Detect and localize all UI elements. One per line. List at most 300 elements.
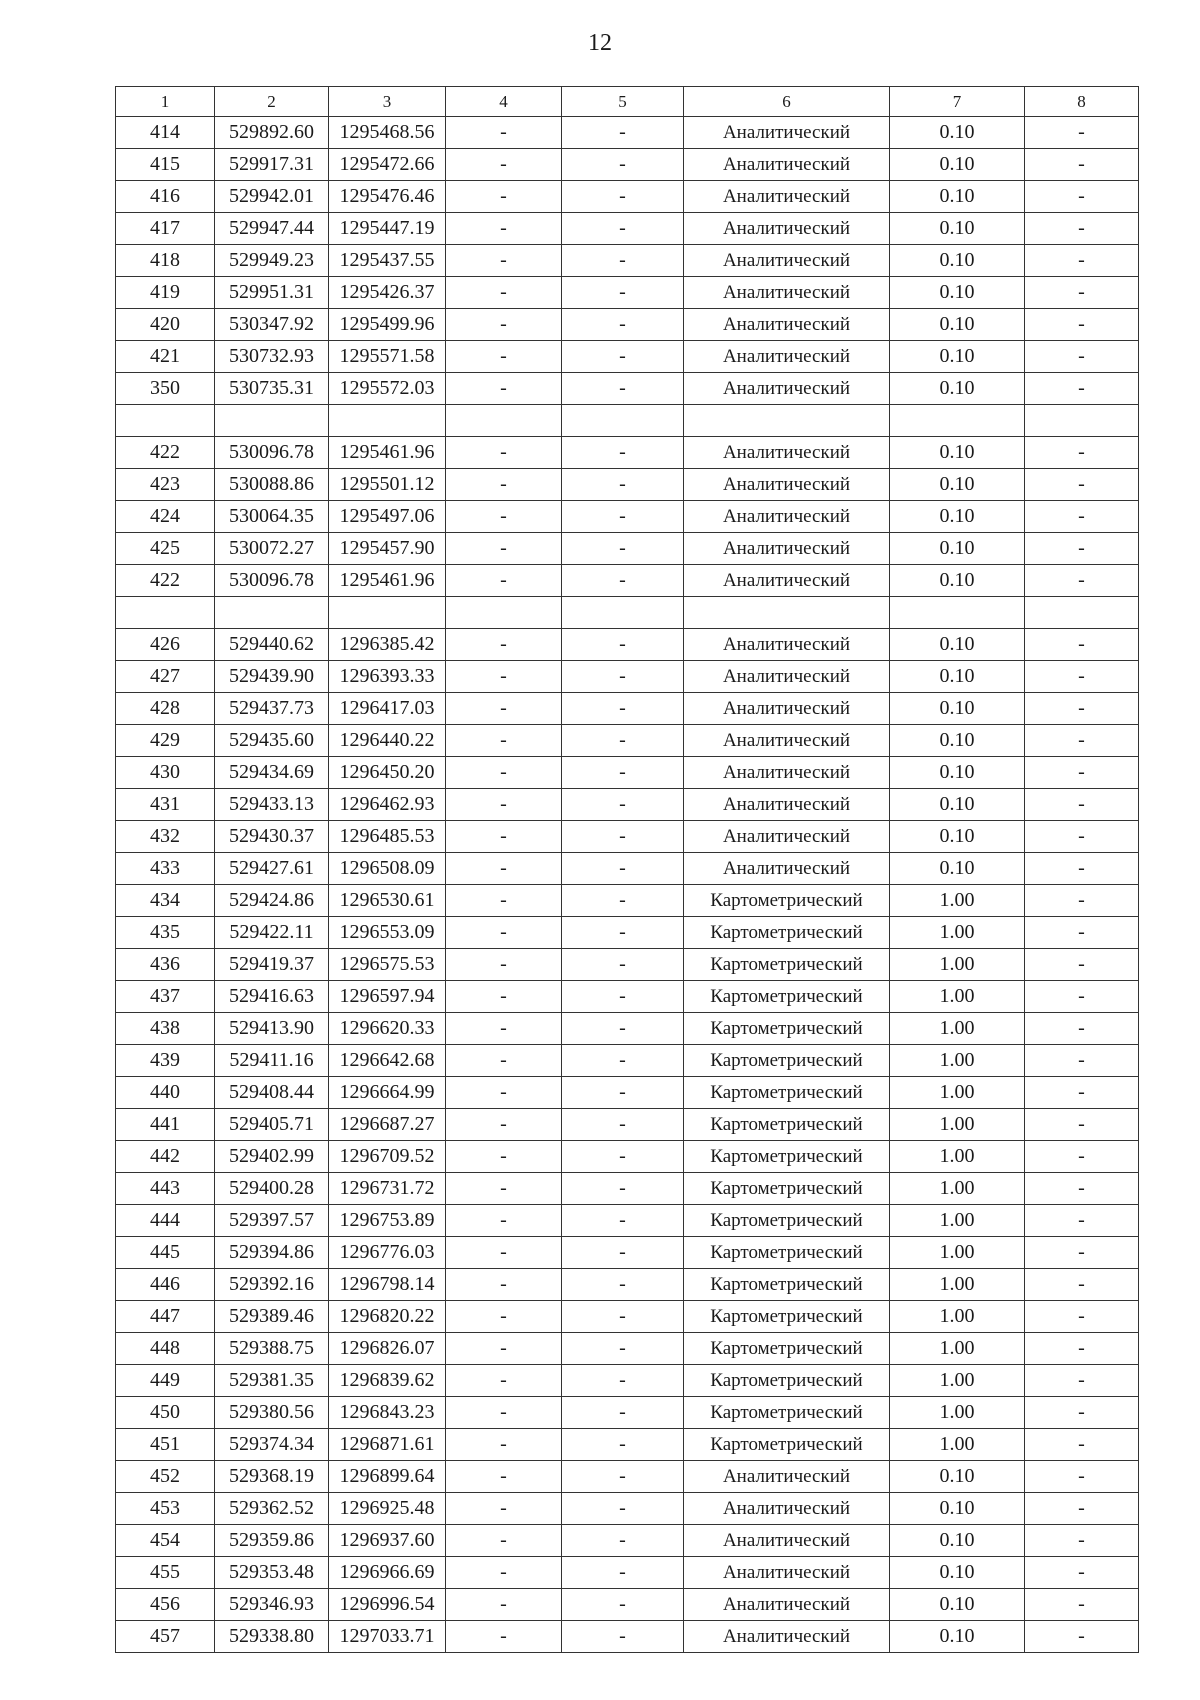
column-8-cell: - (1025, 213, 1139, 245)
x-coordinate-cell: 529408.44 (215, 1077, 329, 1109)
column-4-cell: - (446, 693, 562, 725)
column-8-cell: - (1025, 1077, 1139, 1109)
column-header: 1 (116, 87, 215, 117)
accuracy-cell: 1.00 (890, 949, 1025, 981)
column-4-cell: - (446, 1365, 562, 1397)
table-row (116, 117, 1139, 149)
column-4-cell: - (446, 821, 562, 853)
table-row (116, 341, 1139, 373)
y-coordinate-cell: 1296996.54 (329, 1589, 446, 1621)
column-4-cell: - (446, 789, 562, 821)
column-8-cell: - (1025, 1557, 1139, 1589)
column-4-cell: - (446, 309, 562, 341)
column-5-cell: - (562, 1397, 684, 1429)
column-8-cell: - (1025, 245, 1139, 277)
column-8-cell: - (1025, 629, 1139, 661)
method-cell: Аналитический (684, 565, 890, 597)
column-4-cell (446, 597, 562, 629)
x-coordinate-cell (215, 597, 329, 629)
accuracy-cell (890, 597, 1025, 629)
table-row (116, 789, 1139, 821)
y-coordinate-cell: 1295472.66 (329, 149, 446, 181)
x-coordinate-cell: 529422.11 (215, 917, 329, 949)
x-coordinate-cell: 529359.86 (215, 1525, 329, 1557)
x-coordinate-cell: 529397.57 (215, 1205, 329, 1237)
y-coordinate-cell: 1296925.48 (329, 1493, 446, 1525)
column-5-cell: - (562, 1429, 684, 1461)
accuracy-cell: 1.00 (890, 981, 1025, 1013)
column-4-cell: - (446, 629, 562, 661)
column-5-cell: - (562, 1621, 684, 1653)
y-coordinate-cell: 1295499.96 (329, 309, 446, 341)
column-4-cell: - (446, 1269, 562, 1301)
column-5-cell: - (562, 341, 684, 373)
x-coordinate-cell: 529394.86 (215, 1237, 329, 1269)
column-4-cell: - (446, 117, 562, 149)
x-coordinate-cell: 529424.86 (215, 885, 329, 917)
x-coordinate-cell: 529427.61 (215, 853, 329, 885)
table-row (116, 373, 1139, 405)
y-coordinate-cell: 1296966.69 (329, 1557, 446, 1589)
column-4-cell: - (446, 181, 562, 213)
y-coordinate-cell: 1296664.99 (329, 1077, 446, 1109)
column-5-cell: - (562, 757, 684, 789)
column-8-cell: - (1025, 1269, 1139, 1301)
column-5-cell: - (562, 981, 684, 1013)
method-cell: Картометрический (684, 1333, 890, 1365)
column-4-cell: - (446, 277, 562, 309)
method-cell: Аналитический (684, 501, 890, 533)
y-coordinate-cell: 1296899.64 (329, 1461, 446, 1493)
x-coordinate-cell: 529362.52 (215, 1493, 329, 1525)
column-header: 7 (890, 87, 1025, 117)
point-number-cell: 430 (116, 757, 215, 789)
accuracy-cell: 0.10 (890, 245, 1025, 277)
column-8-cell: - (1025, 1173, 1139, 1205)
accuracy-cell: 0.10 (890, 501, 1025, 533)
method-cell: Аналитический (684, 693, 890, 725)
column-5-cell: - (562, 885, 684, 917)
column-4-cell: - (446, 1557, 562, 1589)
column-8-cell: - (1025, 341, 1139, 373)
column-8-cell: - (1025, 437, 1139, 469)
accuracy-cell: 1.00 (890, 1333, 1025, 1365)
table-row (116, 661, 1139, 693)
column-8-cell (1025, 597, 1139, 629)
point-number-cell (116, 405, 215, 437)
point-number-cell: 424 (116, 501, 215, 533)
column-8-cell: - (1025, 1461, 1139, 1493)
x-coordinate-cell: 529411.16 (215, 1045, 329, 1077)
accuracy-cell: 0.10 (890, 661, 1025, 693)
column-4-cell: - (446, 1429, 562, 1461)
accuracy-cell: 0.10 (890, 1525, 1025, 1557)
x-coordinate-cell: 530072.27 (215, 533, 329, 565)
coordinates-table (115, 86, 1139, 1653)
y-coordinate-cell: 1295572.03 (329, 373, 446, 405)
y-coordinate-cell: 1295437.55 (329, 245, 446, 277)
column-5-cell: - (562, 789, 684, 821)
table-row (116, 757, 1139, 789)
column-8-cell: - (1025, 1013, 1139, 1045)
x-coordinate-cell: 530735.31 (215, 373, 329, 405)
method-cell: Аналитический (684, 629, 890, 661)
table-row (116, 1045, 1139, 1077)
y-coordinate-cell: 1296508.09 (329, 853, 446, 885)
accuracy-cell: 0.10 (890, 341, 1025, 373)
point-number-cell: 437 (116, 981, 215, 1013)
y-coordinate-cell: 1296597.94 (329, 981, 446, 1013)
column-8-cell: - (1025, 533, 1139, 565)
x-coordinate-cell: 530064.35 (215, 501, 329, 533)
column-4-cell: - (446, 949, 562, 981)
column-4-cell: - (446, 341, 562, 373)
column-8-cell: - (1025, 693, 1139, 725)
y-coordinate-cell: 1296575.53 (329, 949, 446, 981)
column-5-cell: - (562, 1205, 684, 1237)
column-5-cell: - (562, 1301, 684, 1333)
method-cell: Аналитический (684, 117, 890, 149)
y-coordinate-cell: 1296385.42 (329, 629, 446, 661)
point-number-cell: 438 (116, 1013, 215, 1045)
column-4-cell: - (446, 501, 562, 533)
y-coordinate-cell: 1296530.61 (329, 885, 446, 917)
column-5-cell: - (562, 501, 684, 533)
method-cell: Картометрический (684, 1077, 890, 1109)
column-8-cell: - (1025, 1109, 1139, 1141)
x-coordinate-cell: 529392.16 (215, 1269, 329, 1301)
x-coordinate-cell: 529402.99 (215, 1141, 329, 1173)
point-number-cell: 417 (116, 213, 215, 245)
point-number-cell: 415 (116, 149, 215, 181)
table-row (116, 693, 1139, 725)
accuracy-cell: 0.10 (890, 1493, 1025, 1525)
column-8-cell: - (1025, 277, 1139, 309)
table-row (116, 437, 1139, 469)
column-8-cell: - (1025, 1365, 1139, 1397)
column-5-cell: - (562, 661, 684, 693)
column-5-cell: - (562, 1141, 684, 1173)
point-number-cell: 439 (116, 1045, 215, 1077)
column-5-cell: - (562, 1365, 684, 1397)
y-coordinate-cell: 1295457.90 (329, 533, 446, 565)
accuracy-cell: 1.00 (890, 1397, 1025, 1429)
method-cell: Картометрический (684, 1429, 890, 1461)
column-5-cell: - (562, 1013, 684, 1045)
method-cell: Аналитический (684, 149, 890, 181)
point-number-cell: 454 (116, 1525, 215, 1557)
method-cell: Аналитический (684, 533, 890, 565)
method-cell: Аналитический (684, 1557, 890, 1589)
y-coordinate-cell: 1296417.03 (329, 693, 446, 725)
column-8-cell: - (1025, 821, 1139, 853)
column-8-cell: - (1025, 661, 1139, 693)
accuracy-cell: 0.10 (890, 629, 1025, 661)
table-row (116, 309, 1139, 341)
table-body (116, 87, 1139, 1653)
column-4-cell: - (446, 1045, 562, 1077)
x-coordinate-cell: 530732.93 (215, 341, 329, 373)
method-cell: Картометрический (684, 1045, 890, 1077)
x-coordinate-cell: 529346.93 (215, 1589, 329, 1621)
column-5-cell: - (562, 277, 684, 309)
accuracy-cell: 0.10 (890, 1461, 1025, 1493)
y-coordinate-cell: 1296753.89 (329, 1205, 446, 1237)
table-row (116, 1013, 1139, 1045)
x-coordinate-cell: 529942.01 (215, 181, 329, 213)
method-cell: Аналитический (684, 437, 890, 469)
table-row (116, 501, 1139, 533)
x-coordinate-cell: 529338.80 (215, 1621, 329, 1653)
accuracy-cell: 1.00 (890, 917, 1025, 949)
method-cell: Картометрический (684, 1173, 890, 1205)
column-4-cell: - (446, 917, 562, 949)
y-coordinate-cell: 1295426.37 (329, 277, 446, 309)
x-coordinate-cell: 529439.90 (215, 661, 329, 693)
column-8-cell: - (1025, 565, 1139, 597)
column-header: 6 (684, 87, 890, 117)
point-number-cell: 422 (116, 437, 215, 469)
point-number-cell: 455 (116, 1557, 215, 1589)
y-coordinate-cell: 1296440.22 (329, 725, 446, 757)
y-coordinate-cell: 1296731.72 (329, 1173, 446, 1205)
column-8-cell: - (1025, 117, 1139, 149)
x-coordinate-cell: 529353.48 (215, 1557, 329, 1589)
column-4-cell: - (446, 757, 562, 789)
point-number-cell: 442 (116, 1141, 215, 1173)
table-row (116, 1525, 1139, 1557)
point-number-cell: 416 (116, 181, 215, 213)
column-5-cell: - (562, 1493, 684, 1525)
method-cell: Аналитический (684, 725, 890, 757)
column-5-cell: - (562, 917, 684, 949)
point-number-cell: 452 (116, 1461, 215, 1493)
method-cell: Аналитический (684, 213, 890, 245)
y-coordinate-cell: 1296642.68 (329, 1045, 446, 1077)
column-8-cell: - (1025, 1045, 1139, 1077)
method-cell: Аналитический (684, 181, 890, 213)
accuracy-cell: 0.10 (890, 565, 1025, 597)
y-coordinate-cell: 1296393.33 (329, 661, 446, 693)
column-5-cell: - (562, 1333, 684, 1365)
accuracy-cell: 0.10 (890, 789, 1025, 821)
accuracy-cell: 0.10 (890, 821, 1025, 853)
column-8-cell: - (1025, 1301, 1139, 1333)
accuracy-cell: 0.10 (890, 181, 1025, 213)
table-row (116, 1589, 1139, 1621)
point-number-cell: 433 (116, 853, 215, 885)
method-cell (684, 405, 890, 437)
page-number: 12 (588, 30, 612, 56)
table-row (116, 1109, 1139, 1141)
method-cell: Картометрический (684, 1269, 890, 1301)
method-cell: Картометрический (684, 1109, 890, 1141)
method-cell: Картометрический (684, 1141, 890, 1173)
x-coordinate-cell: 529437.73 (215, 693, 329, 725)
method-cell: Аналитический (684, 1461, 890, 1493)
accuracy-cell: 0.10 (890, 1557, 1025, 1589)
column-5-cell: - (562, 213, 684, 245)
point-number-cell: 427 (116, 661, 215, 693)
method-cell: Картометрический (684, 917, 890, 949)
point-number-cell: 457 (116, 1621, 215, 1653)
y-coordinate-cell: 1295468.56 (329, 117, 446, 149)
y-coordinate-cell: 1296839.62 (329, 1365, 446, 1397)
x-coordinate-cell: 529892.60 (215, 117, 329, 149)
table-row (116, 1333, 1139, 1365)
method-cell: Аналитический (684, 245, 890, 277)
accuracy-cell: 1.00 (890, 1173, 1025, 1205)
point-number-cell: 428 (116, 693, 215, 725)
column-8-cell: - (1025, 885, 1139, 917)
column-header: 8 (1025, 87, 1139, 117)
accuracy-cell: 0.10 (890, 213, 1025, 245)
accuracy-cell: 0.10 (890, 117, 1025, 149)
table-row (116, 821, 1139, 853)
table-separator-row (116, 597, 1139, 629)
column-8-cell: - (1025, 373, 1139, 405)
column-5-cell: - (562, 853, 684, 885)
method-cell (684, 597, 890, 629)
x-coordinate-cell: 529951.31 (215, 277, 329, 309)
method-cell: Аналитический (684, 789, 890, 821)
y-coordinate-cell: 1296462.93 (329, 789, 446, 821)
table-row (116, 1461, 1139, 1493)
column-8-cell: - (1025, 1141, 1139, 1173)
x-coordinate-cell (215, 405, 329, 437)
method-cell: Аналитический (684, 469, 890, 501)
column-4-cell: - (446, 981, 562, 1013)
method-cell: Картометрический (684, 949, 890, 981)
y-coordinate-cell: 1295461.96 (329, 565, 446, 597)
point-number-cell: 447 (116, 1301, 215, 1333)
accuracy-cell: 0.10 (890, 853, 1025, 885)
column-8-cell: - (1025, 1525, 1139, 1557)
table-row (116, 1557, 1139, 1589)
column-4-cell (446, 405, 562, 437)
x-coordinate-cell: 529947.44 (215, 213, 329, 245)
x-coordinate-cell: 529917.31 (215, 149, 329, 181)
point-number-cell: 435 (116, 917, 215, 949)
table-row (116, 213, 1139, 245)
table-row (116, 949, 1139, 981)
accuracy-cell: 0.10 (890, 149, 1025, 181)
column-4-cell: - (446, 1077, 562, 1109)
column-5-cell: - (562, 117, 684, 149)
column-4-cell: - (446, 1237, 562, 1269)
point-number-cell: 350 (116, 373, 215, 405)
point-number-cell: 445 (116, 1237, 215, 1269)
table-row (116, 277, 1139, 309)
column-4-cell: - (446, 725, 562, 757)
column-4-cell: - (446, 1493, 562, 1525)
column-4-cell: - (446, 469, 562, 501)
column-5-cell: - (562, 1589, 684, 1621)
table-row (116, 981, 1139, 1013)
column-8-cell: - (1025, 1397, 1139, 1429)
column-4-cell: - (446, 853, 562, 885)
column-5-cell: - (562, 949, 684, 981)
accuracy-cell: 0.10 (890, 533, 1025, 565)
table-row (116, 245, 1139, 277)
column-8-cell: - (1025, 789, 1139, 821)
y-coordinate-cell: 1296820.22 (329, 1301, 446, 1333)
column-8-cell: - (1025, 1333, 1139, 1365)
y-coordinate-cell: 1296553.09 (329, 917, 446, 949)
accuracy-cell: 1.00 (890, 1429, 1025, 1461)
method-cell: Картометрический (684, 1205, 890, 1237)
table-row (116, 565, 1139, 597)
column-8-cell: - (1025, 501, 1139, 533)
column-header: 3 (329, 87, 446, 117)
column-5-cell: - (562, 1109, 684, 1141)
table-row (116, 1621, 1139, 1653)
method-cell: Аналитический (684, 1589, 890, 1621)
table-row (116, 1237, 1139, 1269)
y-coordinate-cell: 1296485.53 (329, 821, 446, 853)
column-5-cell: - (562, 1525, 684, 1557)
x-coordinate-cell: 530096.78 (215, 437, 329, 469)
column-5-cell: - (562, 725, 684, 757)
column-8-cell: - (1025, 853, 1139, 885)
column-8-cell: - (1025, 1621, 1139, 1653)
column-5-cell: - (562, 149, 684, 181)
column-4-cell: - (446, 661, 562, 693)
point-number-cell: 448 (116, 1333, 215, 1365)
column-header: 4 (446, 87, 562, 117)
x-coordinate-cell: 529430.37 (215, 821, 329, 853)
column-5-cell: - (562, 1269, 684, 1301)
method-cell: Аналитический (684, 309, 890, 341)
x-coordinate-cell: 529416.63 (215, 981, 329, 1013)
column-5-cell: - (562, 629, 684, 661)
column-5-cell: - (562, 821, 684, 853)
table-row (116, 1141, 1139, 1173)
table-row (116, 1397, 1139, 1429)
method-cell: Аналитический (684, 1493, 890, 1525)
accuracy-cell: 0.10 (890, 725, 1025, 757)
point-number-cell: 432 (116, 821, 215, 853)
table-row (116, 149, 1139, 181)
column-4-cell: - (446, 1333, 562, 1365)
accuracy-cell: 0.10 (890, 373, 1025, 405)
column-5-cell: - (562, 1461, 684, 1493)
column-5-cell: - (562, 1045, 684, 1077)
x-coordinate-cell: 529949.23 (215, 245, 329, 277)
y-coordinate-cell: 1296798.14 (329, 1269, 446, 1301)
column-8-cell: - (1025, 1237, 1139, 1269)
point-number-cell: 423 (116, 469, 215, 501)
column-5-cell: - (562, 1173, 684, 1205)
method-cell: Аналитический (684, 821, 890, 853)
point-number-cell: 449 (116, 1365, 215, 1397)
point-number-cell: 421 (116, 341, 215, 373)
accuracy-cell: 1.00 (890, 1109, 1025, 1141)
method-cell: Аналитический (684, 757, 890, 789)
y-coordinate-cell: 1296776.03 (329, 1237, 446, 1269)
method-cell: Картометрический (684, 1237, 890, 1269)
column-5-cell: - (562, 1557, 684, 1589)
column-4-cell: - (446, 1205, 562, 1237)
column-8-cell: - (1025, 1205, 1139, 1237)
table-row (116, 917, 1139, 949)
column-8-cell: - (1025, 949, 1139, 981)
point-number-cell: 434 (116, 885, 215, 917)
accuracy-cell: 0.10 (890, 1621, 1025, 1653)
column-header: 5 (562, 87, 684, 117)
column-8-cell: - (1025, 725, 1139, 757)
y-coordinate-cell: 1295447.19 (329, 213, 446, 245)
